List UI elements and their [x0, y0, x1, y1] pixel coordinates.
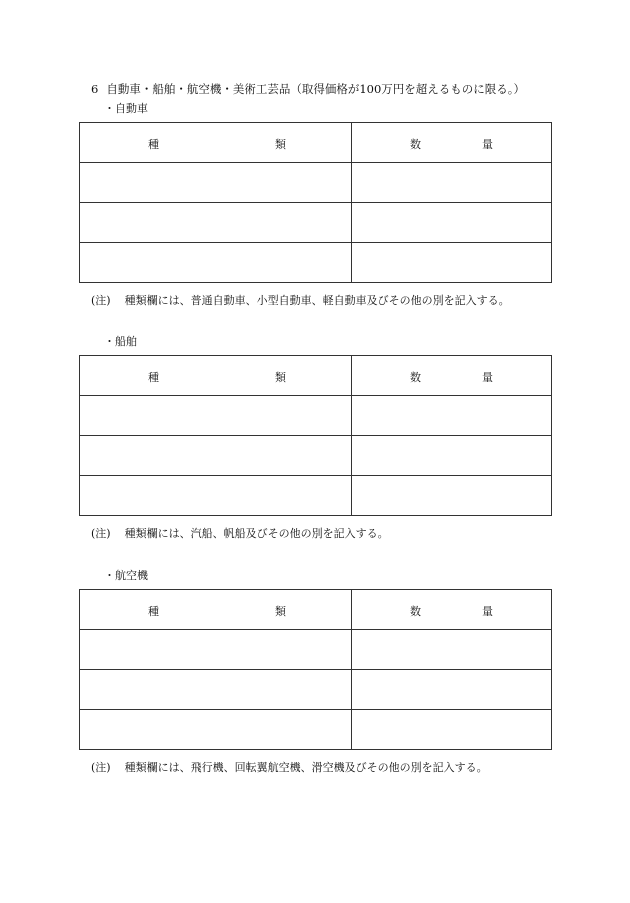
table-row — [80, 670, 552, 710]
table-row — [80, 203, 552, 243]
header-char: 類 — [275, 138, 286, 151]
header-char: 数 — [410, 138, 421, 151]
quantity-cell[interactable] — [352, 476, 552, 516]
quantity-column-header — [352, 590, 552, 630]
type-cell[interactable] — [80, 436, 352, 476]
quantity-column-header — [352, 123, 552, 163]
quantity-cell[interactable] — [352, 163, 552, 203]
section-heading — [91, 81, 525, 97]
subsection-title-aircraft: ・航空機 — [104, 569, 148, 582]
table-row — [80, 243, 552, 283]
table-row — [80, 436, 552, 476]
header-char: 量 — [482, 138, 493, 151]
header-char: 量 — [482, 371, 493, 384]
subsection-title-ship: ・船舶 — [104, 335, 137, 348]
header-char: 種 — [148, 138, 159, 151]
header-char: 量 — [482, 605, 493, 618]
header-char: 類 — [275, 605, 286, 618]
header-char: 種 — [148, 605, 159, 618]
quantity-cell[interactable] — [352, 396, 552, 436]
type-cell[interactable] — [80, 476, 352, 516]
type-cell[interactable] — [80, 243, 352, 283]
type-column-header — [80, 123, 352, 163]
quantity-cell[interactable] — [352, 243, 552, 283]
table-header-row — [80, 590, 552, 630]
table-row — [80, 476, 552, 516]
note-ship — [91, 525, 389, 541]
section-heading-text: 自動車・船舶・航空機・美術工芸品（取得価格が100万円を超えるものに限る。） — [106, 82, 526, 96]
table-row — [80, 710, 552, 750]
header-char: 数 — [410, 605, 421, 618]
aircraft-table — [79, 589, 552, 750]
type-cell[interactable] — [80, 396, 352, 436]
note-text: 種類欄には、飛行機、回転翼航空機、滑空機及びその他の別を記入する。 — [124, 761, 488, 774]
quantity-cell[interactable] — [352, 710, 552, 750]
table-row — [80, 163, 552, 203]
type-cell[interactable] — [80, 630, 352, 670]
header-char: 類 — [275, 371, 286, 384]
type-cell[interactable] — [80, 203, 352, 243]
quantity-cell[interactable] — [352, 203, 552, 243]
type-column-header — [80, 590, 352, 630]
section-number: 6 — [91, 82, 99, 96]
quantity-cell[interactable] — [352, 436, 552, 476]
table-header-row — [80, 356, 552, 396]
note-text: 種類欄には、普通自動車、小型自動車、軽自動車及びその他の別を記入する。 — [124, 294, 510, 307]
table-row — [80, 396, 552, 436]
note-text: 種類欄には、汽船、帆船及びその他の別を記入する。 — [124, 527, 389, 540]
table-header-row — [80, 123, 552, 163]
header-char: 数 — [410, 371, 421, 384]
type-cell[interactable] — [80, 710, 352, 750]
ship-table — [79, 355, 552, 516]
quantity-cell[interactable] — [352, 630, 552, 670]
note-tag: (注) — [91, 294, 111, 307]
table-row — [80, 630, 552, 670]
type-column-header — [80, 356, 352, 396]
type-cell[interactable] — [80, 670, 352, 710]
note-automobile — [91, 292, 510, 308]
subsection-title-automobile: ・自動車 — [104, 102, 148, 115]
header-char: 種 — [148, 371, 159, 384]
note-aircraft — [91, 759, 488, 775]
note-tag: (注) — [91, 761, 111, 774]
automobile-table — [79, 122, 552, 283]
quantity-cell[interactable] — [352, 670, 552, 710]
type-cell[interactable] — [80, 163, 352, 203]
quantity-column-header — [352, 356, 552, 396]
note-tag: (注) — [91, 527, 111, 540]
